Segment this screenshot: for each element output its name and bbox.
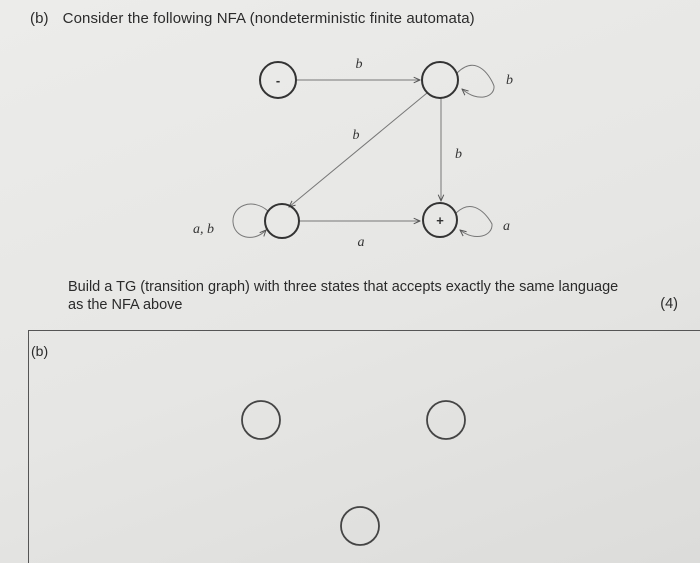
answer-box[interactable] — [28, 330, 700, 563]
state-q2 — [422, 62, 458, 98]
loop-label-q2: b — [506, 73, 513, 88]
instruction-line-2: as the NFA above — [68, 297, 183, 313]
loop-q3 — [233, 204, 268, 237]
answer-box-label: (b) — [31, 343, 49, 359]
loop-label-q4: a — [503, 219, 510, 234]
state-q1 — [260, 62, 296, 98]
state-q4-label: + — [436, 213, 444, 228]
state-q3 — [265, 204, 299, 238]
loop-q2 — [457, 65, 494, 97]
edge-label-q3-q4: a — [357, 235, 365, 250]
edge-label-q2-q3: b — [352, 128, 360, 143]
question-part-label: (b) — [30, 10, 49, 27]
instruction-text — [68, 278, 618, 314]
state-q4 — [423, 203, 457, 237]
edge-label-q1-q2: b — [355, 57, 363, 72]
edge-label-q2-q4: b — [455, 147, 462, 162]
instruction-line-1: Build a TG (transition graph) with three states that accepts exactly the same language — [68, 279, 619, 295]
edge-q2-q3 — [289, 93, 427, 207]
state-q1-label: - — [275, 73, 281, 88]
question-title: Consider the following NFA (nondeterministic finite automata) — [62, 10, 475, 27]
loop-label-q3: a, b — [193, 222, 214, 237]
loop-q4 — [456, 207, 492, 237]
marks-label: (4) — [660, 296, 678, 312]
